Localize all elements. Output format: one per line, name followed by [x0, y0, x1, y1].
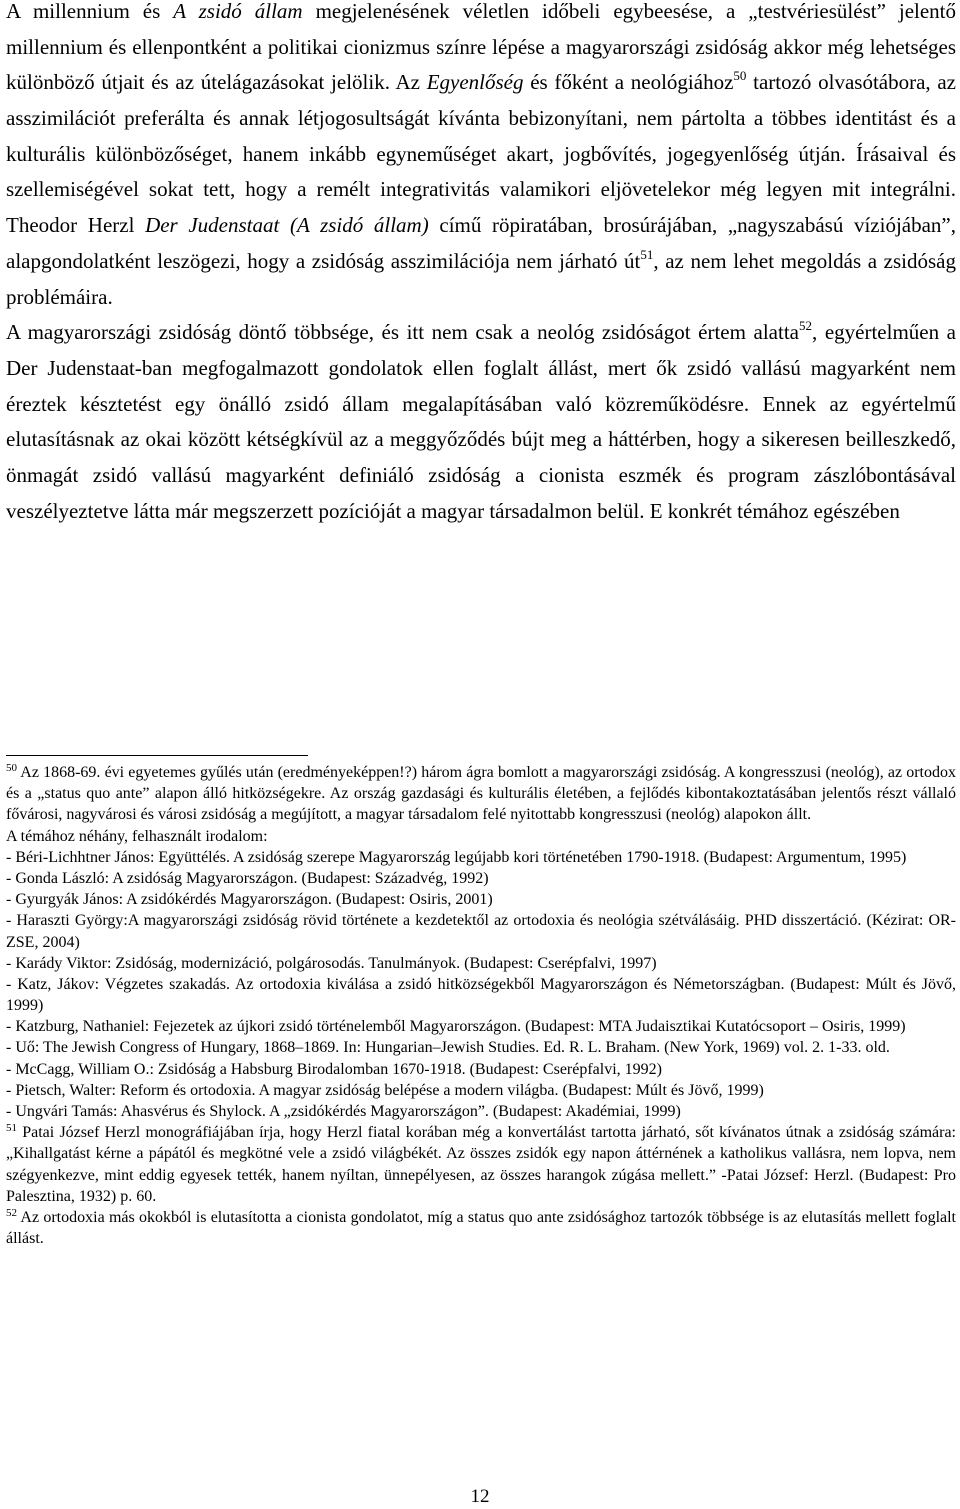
- footnote-mark: 51: [6, 1122, 17, 1135]
- paragraph-2: [6, 315, 956, 529]
- text-run: tartozó olvasótábora, az asszimilációt preferálta és annak létjogosultságát kívánta bebizonyítani, nem pártolta a többes identitást és a kulturális különbözőséget, hanem inkább egyneműséget akart, jogbővítés, jogegyenlőség útján. Írásaival és szellemiségével sokat tett, hogy a remélt integrativitás valamikori eljövetelekor még legyen mit integrálni. Theodor Herzl: [6, 70, 957, 238]
- literature-item: - Katzburg, Nathaniel: Fejezetek az újkori zsidó történelemből Magyarországon. (Budapest: MTA Judaisztikai Kutatócsoport – Osiris, 1999): [6, 1018, 906, 1036]
- literature-item: - Ungvári Tamás: Ahasvérus és Shylock. A „zsidókérdés Magyarországon”. (Budapest: Akadémiai, 1999): [6, 1103, 681, 1120]
- text-run: megjelenésének véletlen időbeli egybeesése, a „testvériesülést” jelentő millennium és ellenpontként a politikai cionizmus színre lépése a magyarországi zsidóság akkor még lehetséges különböző útjait és az útelágazásokat jelölik. Az: [6, 0, 956, 95]
- text-run: A magyarországi zsidóság döntő többsége, és itt nem csak a neológ zsidóságot értem alatta: [6, 320, 799, 345]
- text-run: és főként a neológiához: [523, 70, 734, 95]
- footnote-51: [6, 1122, 956, 1207]
- footnote-text: Patai József Herzl monográfiájában írja, hogy Herzl fiatal korában még a konvertálást tartotta járható, sőt kívánatos útnak a zsidóság számára: „Kihallgatást kérne a pápától és megkötné vele a zsidó világbékét. Az összes zsidók egy napon áttérnének a katholikus vallásra, nem lopva, nem szégyenkezve, mint eddig egyesek tették, hanem nyíltan, ünnepélyesen, az összes harangok zúgása mellett.” -Patai József: Herzl. (Budapest: Pro Palesztina, 1932) p. 60.: [6, 1124, 956, 1205]
- literature-item: - Haraszti György:A magyarországi zsidóság rövid története a kezdetektől az ortodoxia és neológia szétválásáig. PHD disszertáció. (Kézirat: OR-ZSE, 2004): [6, 912, 956, 951]
- footnote-ref-51: 51: [640, 246, 654, 262]
- text-run: , egyértelműen a Der Judenstaat-ban megfogalmazott gondolatok ellen foglalt állást, mert ők zsidó vallású magyarként nem éreztek késztetést egy önálló zsidó állam megalapításában való közreműködésre. Ennek az egyértelmű elutasításnak az okai között kétségkívül az a meggyőződés bújt meg a háttérben, hogy a sikeresen beilleszkedő, önmagát zsidó vallású magyarként definiáló zsidóság a cionista eszmék és program zászlóbontásával veszélyeztetve látta már megszerzett pozícióját a magyar társadalmon belül. E konkrét témához egészében: [6, 320, 956, 523]
- footnote-mark: 50: [6, 762, 17, 774]
- pamphlet-title: Der Judenstaat (A zsidó állam): [145, 213, 429, 238]
- literature-item: - Gonda László: A zsidóság Magyarországon. (Budapest: Századvég, 1992): [6, 869, 489, 887]
- footnote-ref-50: 50: [733, 68, 747, 84]
- footnotes: [6, 762, 956, 1249]
- literature-item: - Gyurgyák János: A zsidókérdés Magyarországon. (Budapest: Osiris, 2001): [6, 891, 493, 909]
- footnote-ref-52: 52: [799, 318, 812, 334]
- literature-item: - Katz, Jákov: Végzetes szakadás. Az ortodoxia kiválása a zsidó hitközségekből Magyarországon és Németországban. (Budapest: Múlt és Jövő, 1999): [6, 975, 956, 1015]
- literature-item: - Pietsch, Walter: Reform és ortodoxia. A magyar zsidóság belépése a modern világba. (Budapest: Múlt és Jövő, 1999): [6, 1081, 764, 1099]
- footnote-mark: 52: [6, 1206, 17, 1219]
- text-run: , az nem lehet megoldás a zsidóság problémáira.: [6, 248, 957, 309]
- paragraph-1: [6, 0, 956, 315]
- footnote-text: Az ortodoxia más okokból is elutasította a cionista gondolatot, míg a status quo ante zsidósághoz tartozók többsége is az elutasítás mellett foglalt állást.: [6, 1208, 956, 1248]
- literature-heading: A témához néhány, felhasznált irodalom:: [6, 827, 268, 845]
- literature-item: - Béri-Lichhtner János: Együttélés. A zsidóság szerepe Magyarország legújabb kori történetében 1790-1918. (Budapest: Argumentum, 1995): [6, 848, 907, 866]
- main-text: [6, 0, 956, 529]
- literature-item: - Uő: The Jewish Congress of Hungary, 1868–1869. In: Hungarian–Jewish Studies. Ed. R. L. Braham. (New York, 1969) vol. 2. 1-33. old.: [6, 1039, 890, 1057]
- footnote-separator: [6, 755, 308, 756]
- page-number: 12: [470, 1486, 490, 1507]
- literature-item: - Karády Viktor: Zsidóság, modernizáció, polgárosodás. Tanulmányok. (Budapest: Cserépfalvi, 1997): [6, 954, 657, 972]
- footnote-text: Az 1868-69. évi egyetemes gyűlés után (eredményeképpen!?) három ágra bomlott a magyarországi zsidóság. A kongresszusi (neológ), az ortodox és a „status quo ante” alapon álló hitközségekre. Az ország gazdasági és kulturális életében, a fejlődés kibontakoztatásában jelentős részt vállaló fővárosi, nagyvárosi és városi zsidóság a megújított, a magyar társadalom felé nyitottabb kongresszusi (neológ) alapokon állt.: [6, 764, 956, 824]
- newspaper-title: Egyenlőség: [426, 70, 524, 95]
- text-run: című röpiratában, brosúrájában, „nagyszabású víziójában”, alapgondolatként leszögezi, hogy a zsidóság asszimilációja nem járható út: [6, 213, 956, 273]
- book-title: A zsidó állam: [173, 0, 303, 23]
- literature-item: - McCagg, William O.: Zsidóság a Habsburg Birodalomban 1670-1918. (Budapest: Cserépfalvi, 1992): [6, 1060, 662, 1078]
- footnote-52: [6, 1207, 956, 1249]
- footnote-50: [6, 762, 956, 826]
- text-run: A millennium és: [6, 0, 174, 23]
